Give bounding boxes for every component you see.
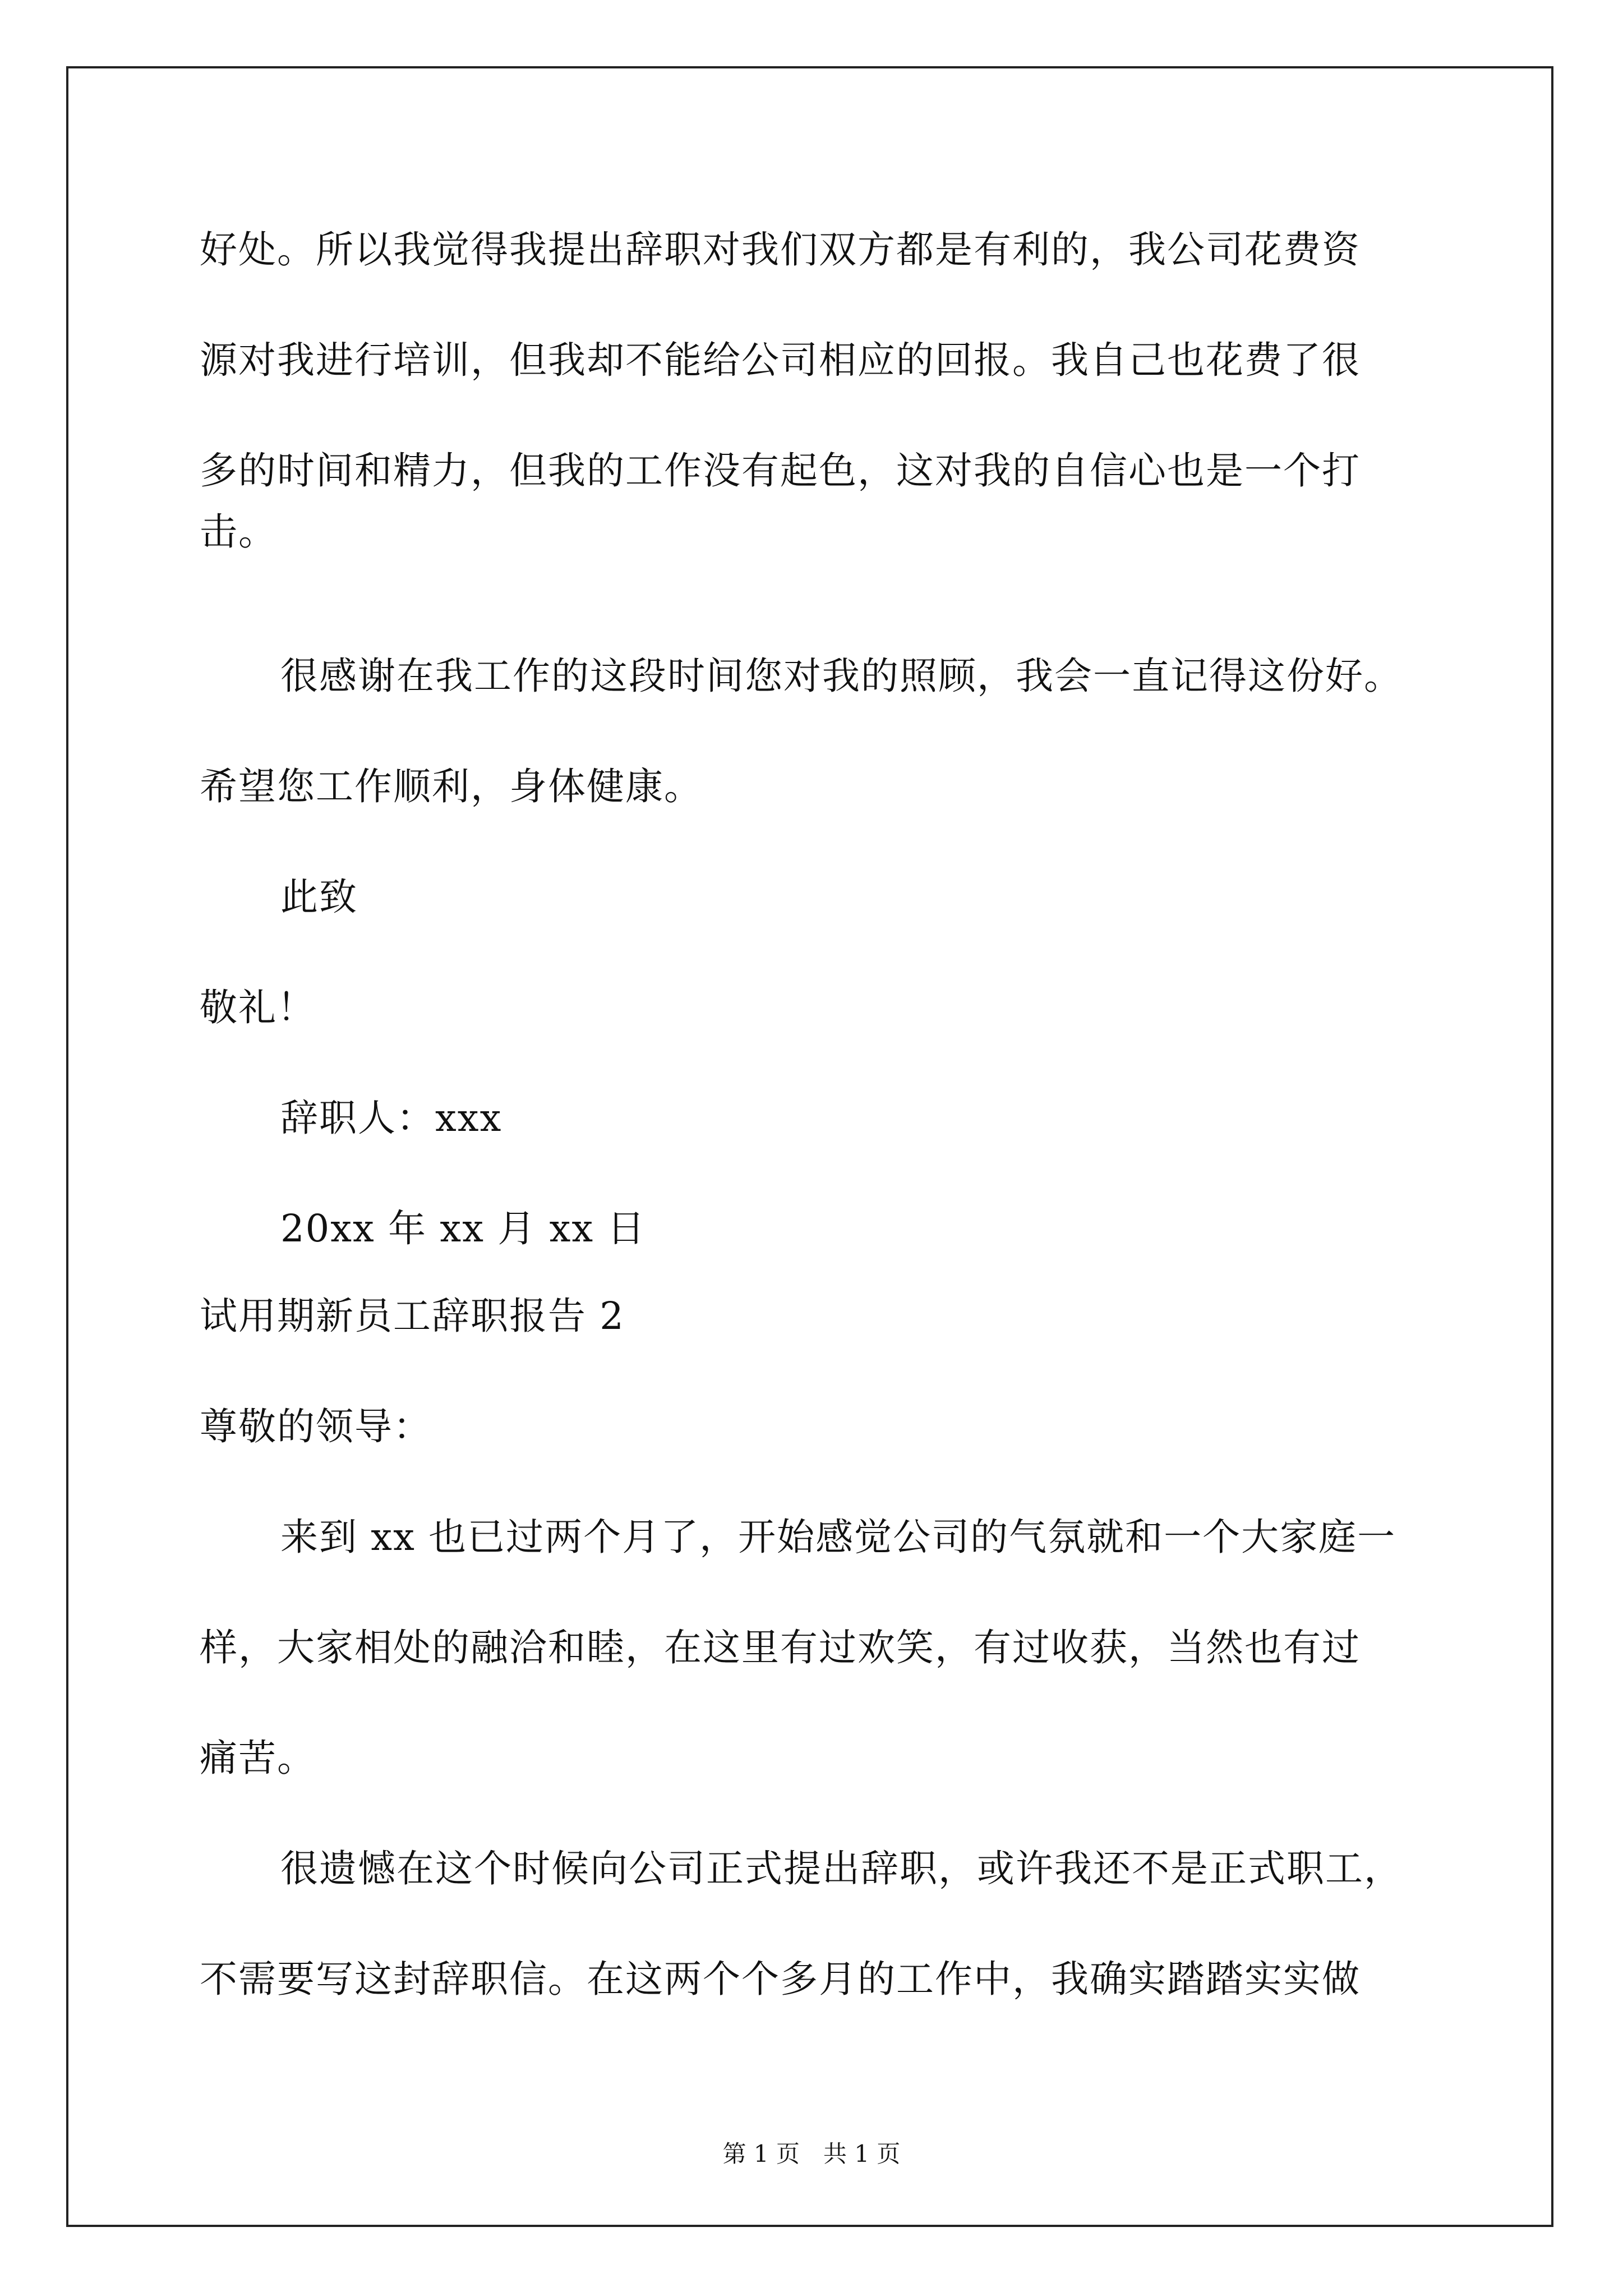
body-line: 希望您工作顺利，身体健康。 — [200, 765, 703, 808]
body-line: 好处。所以我觉得我提出辞职对我们双方都是有利的，我公司花费资 — [200, 228, 1361, 272]
closing-phrase: 此致 — [280, 875, 358, 919]
body-line: 不需要写这封辞职信。在这两个个多月的工作中，我确实踏踏实实做 — [200, 1957, 1361, 2001]
date-line: 20xx 年 xx 月 xx 日 — [280, 1207, 646, 1250]
body-line: 击。 — [200, 510, 277, 554]
body-line: 样，大家相处的融洽和睦，在这里有过欢笑，有过收获，当然也有过 — [200, 1626, 1361, 1669]
page-number-footer: 第 1 页 共 1 页 — [722, 2140, 901, 2168]
signature-line: 辞职人：xxx — [280, 1096, 502, 1140]
body-line: 源对我进行培训，但我却不能给公司相应的回报。我自己也花费了很 — [200, 338, 1361, 382]
body-line: 痛苦。 — [200, 1736, 316, 1780]
section-title: 试用期新员工辞职报告 2 — [200, 1294, 625, 1338]
salutation-closing: 敬礼！ — [200, 986, 316, 1029]
page-border — [66, 66, 1553, 2227]
body-line: 很遗憾在这个时候向公司正式提出辞职，或许我还不是正式职工， — [280, 1847, 1403, 1890]
greeting-line: 尊敬的领导： — [200, 1405, 432, 1448]
body-line: 很感谢在我工作的这段时间您对我的照顾，我会一直记得这份好。 — [280, 654, 1403, 698]
body-line: 多的时间和精力，但我的工作没有起色，这对我的自信心也是一个打 — [200, 449, 1361, 493]
body-line: 来到 xx 也已过两个月了，开始感觉公司的气氛就和一个大家庭一 — [280, 1515, 1396, 1559]
